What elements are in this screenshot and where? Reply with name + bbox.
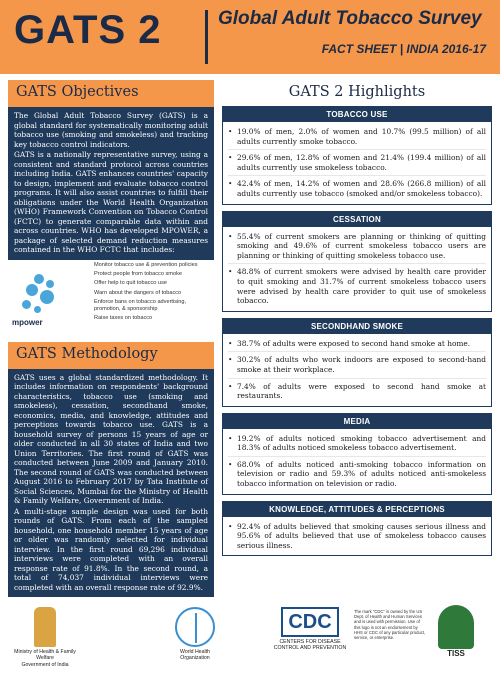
- highlight-item: • 92.4% of adults believed that smoking causes serious illness and 95.6% of adults believed that use of smokeless tobacco causes serious illness.: [228, 519, 486, 554]
- factsheet-subtitle: FACT SHEET | INDIA 2016-17: [321, 42, 486, 56]
- objectives-heading: GATS Objectives: [8, 80, 214, 107]
- objectives-paragraph: GATS is a nationally representative survey, using a consistent and standard protocol across countries including India. GATS enhances countries' capacity to design, implement and evaluate tobacco control programs. It will also assist countries to fulfill their obligations under the World Health Organization (WHO) Framework Convention on Tobacco Control (FCTC) to generate comparable data within and across countries. WHO has developed MPOWER, a package of selected demand reduction measures contained in the WHO FCTC that includes:: [14, 150, 208, 254]
- highlight-item: • 42.4% of men, 14.2% of women and 28.6% (266.8 million) of all adults currently use tobacco (smoked and/or smokeless tobacco).: [228, 176, 486, 201]
- right-column: [222, 80, 492, 562]
- highlight-item: • 30.2% of adults who work indoors are exposed to second-hand smoke at their workplace.: [228, 352, 486, 378]
- footer-logos: [0, 603, 500, 683]
- cdc-caption: CENTERS FOR DISEASE CONTROL AND PREVENTION: [273, 639, 347, 652]
- highlight-item: • 19.0% of men, 2.0% of women and 10.7% (99.5 million) of all adults currently smoke tobacco.: [228, 124, 486, 150]
- who-logo: [160, 607, 230, 662]
- mpower-panel: [8, 260, 214, 342]
- cdc-mark: CDC: [281, 607, 339, 637]
- who-caption: Organization: [180, 655, 210, 662]
- mpower-logo: [12, 274, 76, 334]
- objectives-body: [8, 107, 214, 260]
- cdc-usage-note: The mark "CDC" is owned by the US Dept. of Health and Human Services and is used with permission. Use of this logo is not an endorsement by HHS or CDC of any particular product, service, or enterprise.: [354, 609, 426, 641]
- mohfw-caption: Government of India: [21, 661, 69, 668]
- mpower-item: Monitor tobacco use & prevention policies: [94, 261, 198, 268]
- mpower-wordmark: mpower: [12, 317, 43, 327]
- box-heading: TOBACCO USE: [223, 107, 491, 122]
- highlight-list: [223, 334, 491, 406]
- who-caption: World Health: [180, 649, 210, 655]
- highlight-list: [223, 517, 491, 556]
- mpower-item: Enforce bans on tobacco advertising, promotion, & sponsorship: [94, 299, 187, 313]
- tobacco-use-box: [222, 106, 492, 205]
- who-globe-icon: [175, 607, 215, 647]
- media-box: [222, 413, 492, 495]
- short-title: GATS 2: [14, 8, 162, 52]
- box-heading: MEDIA: [223, 414, 491, 429]
- highlight-item: • 19.2% of adults noticed smoking tobacco advertisement and 18.3% of adults noticed smokeless tobacco advertisement.: [228, 431, 486, 457]
- mohfw-logo: [10, 607, 80, 668]
- tiss-caption: TISS: [447, 649, 465, 658]
- mohfw-caption: Ministry of Health & Family Welfare: [14, 649, 76, 662]
- highlight-list: [223, 227, 491, 311]
- box-heading: KNOWLEDGE, ATTITUDES & PERCEPTIONS: [223, 502, 491, 517]
- box-heading: CESSATION: [223, 212, 491, 227]
- highlight-item: • 68.0% of adults noticed anti-smoking tobacco information on television or radio and 59.3% of adults noticed anti-smokeless tobacco information on television or radio.: [228, 457, 486, 492]
- cessation-box: [222, 211, 492, 312]
- mpower-list: [94, 262, 214, 325]
- highlight-item: • 48.8% of current smokers were advised by health care provider to quit smoking and 31.7% of current smokeless tobacco users were advised by health care provider to quit use of smokeless tobacco.: [228, 264, 486, 308]
- mpower-item: Offer help to quit tobacco use: [94, 280, 167, 287]
- national-emblem-icon: [34, 607, 56, 647]
- knowledge-box: [222, 501, 492, 557]
- mpower-item: Warn about the dangers of tobacco: [94, 289, 182, 296]
- secondhand-smoke-box: [222, 318, 492, 407]
- mpower-item: Protect people from tobacco smoke: [94, 270, 182, 277]
- highlights-heading: GATS 2 Highlights: [288, 84, 426, 100]
- methodology-body: [8, 369, 214, 598]
- methodology-paragraph: GATS uses a global standardized methodology. It includes information on respondents' background characteristics, tobacco use (smoking and smokeless), cessation, secondhand smoke, economics, media, and knowledge, attitudes and perceptions towards tobacco use. GATS is a household survey of persons 15 years of age or older conducted in all 30 states of India and two Union Territories. The first round of GATS was conducted between June 2009 and January 2010. The second round of GATS was conducted between August 2016 to February 2017 by Tata Institute of Social Sciences, Mumbai for the Ministry of Health & Family Welfare, Government of India.: [14, 372, 208, 505]
- highlight-item: • 7.4% of adults were exposed to second hand smoke at restaurants.: [228, 379, 486, 404]
- box-heading: SECONDHAND SMOKE: [223, 319, 491, 334]
- cdc-logo: [270, 607, 350, 652]
- mpower-item: Raise taxes on tobacco: [94, 315, 153, 322]
- survey-title: Global Adult Tobacco Survey: [218, 8, 482, 29]
- header-banner: [0, 0, 500, 74]
- left-column: [8, 80, 214, 597]
- objectives-paragraph: The Global Adult Tobacco Survey (GATS) is a global standard for systematically monitoring adult tobacco use (smoking and smokeless) and tracking key tobacco control indicators.: [14, 111, 208, 149]
- highlight-list: [223, 429, 491, 494]
- methodology-heading: GATS Methodology: [8, 342, 214, 369]
- highlight-list: [223, 122, 491, 204]
- highlight-item: • 29.6% of men, 12.8% of women and 21.4% (199.4 million) of all adults currently use smokeless tobacco.: [228, 150, 486, 176]
- highlight-item: • 38.7% of adults were exposed to second hand smoke at home.: [228, 336, 486, 353]
- highlight-item: • 55.4% of current smokers are planning or thinking of quitting smoking and 49.6% of current smokeless tobacco users are planning or thinking of quitting smokeless tobacco use.: [228, 229, 486, 265]
- tree-icon: [438, 605, 474, 649]
- methodology-paragraph: A multi-stage sample design was used for both rounds of GATS. From each of the sampled household, one household member 15 years of age or older was randomly selected for individual interview. In the first round 69,296 individual interviews were completed with an overall response rate of 91.8%. In the second round, a total of 74,037 individual interviews were completed with an overall response rate of 92.9%.: [14, 506, 208, 592]
- tiss-logo: [426, 605, 486, 657]
- header-divider: [205, 10, 208, 64]
